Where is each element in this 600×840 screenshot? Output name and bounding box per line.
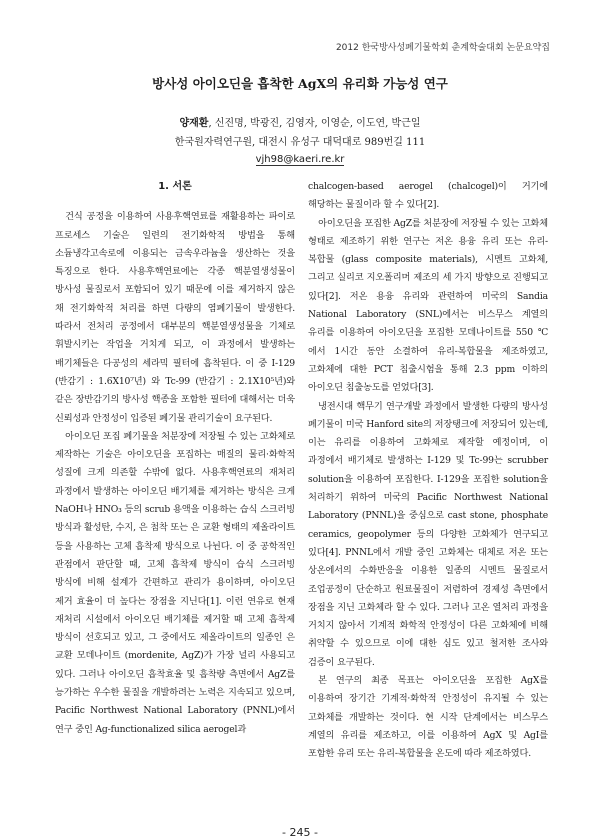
co-authors: , 신진명, 박광진, 김영자, 이영순, 이도연, 박근일 — [208, 118, 421, 129]
body-paragraph: 본 연구의 최종 목표는 아이오딘을 포집한 AgX를 이용하여 장기간 기계적·화학적 안정성이 유지될 수 있는 고화체를 개발하는 것이다. 현 시작 단계에서는 비스무스 계열의 유리를 제조하고, 이를 이용하여 AgX 및 AgI를 포함한 유리 또는 유리-복합물을 온도에 따라 제조하였다. — [308, 675, 548, 760]
author-list — [0, 114, 600, 129]
body-paragraph: 냉전시대 핵무기 연구개발 과정에서 발생한 다량의 방사성 폐기물이 미국 Hanford site의 저장탱크에 저장되어 있는데, 이는 유리를 이용하여 고화체로 제작할 예정이며, 이 과정에서 배기체로 발생하는 I-129 및 Tc-99는 scrubber solution을 이용하여 포집한다. I-129을 포집한 solution을 처리하기 위하여 미국의 Pacific Northwest National Laboratory (PNNL)을 중심으로 cast stone, phosphate ceramics, geopolymer 등의 다양한 고화체가 연구되고 있다[4]. PNNL에서 개발 중인 고화체는 대체로 저온 또는 상온에서의 수화반응을 이용한 일종의 시멘트 물질로서 조업공정이 단순하고 원료물질이 저렴하여 경제성 측면에서 장점을 지닌 고화체라 할 수 있다. 그러나 고온 열처리 과정을 거치지 않아서 기계적 화학적 안정성이 다른 고화체에 비해 취약할 수 있으므로 이에 대한 심도 있고 철저한 조사와 검증이 요구된다. — [308, 400, 548, 668]
body-paragraph: 아이오딘을 포집한 AgZ를 처분장에 저장될 수 있는 고화체 형태로 제조하기 위한 연구는 저온 용융 유리 또는 유리-복합물 (glass composite materials), 시멘트 고화체, 그리고 실리코 지오폴리머 제조의 세 가지 방향으로 진행되고 있다[2]. 저온 용융 유리와 관련하여 미국의 Sandia National Laboratory (SNL)에서는 비스무스 계열의 유리를 이용하여 아이오딘을 포집한 모데나이트를 550 ℃에서 1시간 동안 소결하여 유리-복합물을 제조하였고, 고화체에 대한 PCT 침출시험을 통해 2.3 ppm 이하의 아이오딘 침출농도를 얻었다[3]. — [308, 217, 548, 394]
email-address — [0, 154, 600, 165]
paper-title: 방사성 아이오딘을 흡착한 AgX의 유리화 가능성 연구 — [152, 76, 448, 91]
body-paragraph: 아이오딘 포집 폐기물을 처분장에 저장될 수 있는 고화체로 제작하는 기술은 아이오딘을 포집하는 매질의 물리·화학적 성질에 크게 의존할 수밖에 없다. 사용후핵연료의 재처리 과정에서 발생하는 아이오딘 배기체를 제거하는 방식은 크게 NaOH나 HNO₃ 등의 scrub 용액을 이용하는 습식 스크러빙 방식과 활성탄, 수지, 은 첨착 또는 은 교환 형태의 제올라이트 등을 사용하는 고체 흡착제 방식으로 나뉜다. 이 중 공학적인 관점에서 판단할 때, 고체 흡착제 방식이 습식 스크러빙 방식에 비해 설계가 간편하고 관리가 용이하며, 아이오딘 제거 효율이 더 높다는 장점을 지닌다[1]. 이런 연유로 현재 재처리 시설에서 아이오딘 배기체를 제거할 때 고체 흡착제 방식이 선호되고 있고, 그 중에서도 제올라이트의 일종인 은 교환 모데나이트 (mordenite, AgZ)가 가장 널리 사용되고 있다. 그러나 아이오딘 흡착효율 및 흡착량 측면에서 AgZ를 능가하는 우수한 물질을 개발하려는 노력은 지속되고 있으며, Pacific Northwest National Laboratory (PNNL)에서 연구 중인 Ag-functionalized silica aerogel과 — [55, 430, 295, 735]
section-heading: 1. 서론 — [158, 181, 192, 192]
email-text: vjh98@kaeri.re.kr — [255, 154, 345, 165]
body-paragraph: chalcogen-based aerogel (chalcogel)이 거기에 해당하는 물질이라 할 수 있다[2]. — [308, 181, 548, 211]
page-number: - 245 - — [282, 826, 318, 839]
left-column — [55, 178, 295, 739]
running-header: 2012 한국방사성폐기물학회 춘계학술대회 논문요약집 — [335, 43, 550, 53]
body-paragraph: 건식 공정을 이용하여 사용후핵연료를 재활용하는 파이로 프로세스 기술은 일련의 전기화학적 방법을 통해 소듐냉각고속로에 이용되는 금속우라늄을 생산하는 것을 특징으로 한다. 사용후핵연료에는 각종 핵분열생성물이 방사성 물질로서 포함되어 있기 때문에 이를 제거하지 않은 채 전기화학적 처리를 하면 다량의 염폐기물이 발생한다. 따라서 전처리 공정에서 대부분의 핵분열생성물을 기체로 휘발시키는 작업을 거치게 되고, 이 과정에서 발생하는 배기체들은 다공성의 세라믹 필터에 흡착된다. 이 중 I-129 (반감기 : 1.6X10⁷년) 와 Tc-99 (반감기 : 2.1X10⁵년)와 같은 장반감기의 방사성 핵종을 포함한 필터에 대해서는 더욱 신뢰성과 안정성이 입증된 폐기물 관리기술이 요구된다. — [55, 211, 295, 424]
affiliation: 한국원자력연구원, 대전시 유성구 대덕대로 989번길 111 — [174, 137, 426, 148]
presenting-author: 양재환 — [179, 118, 209, 129]
right-column — [308, 178, 548, 764]
